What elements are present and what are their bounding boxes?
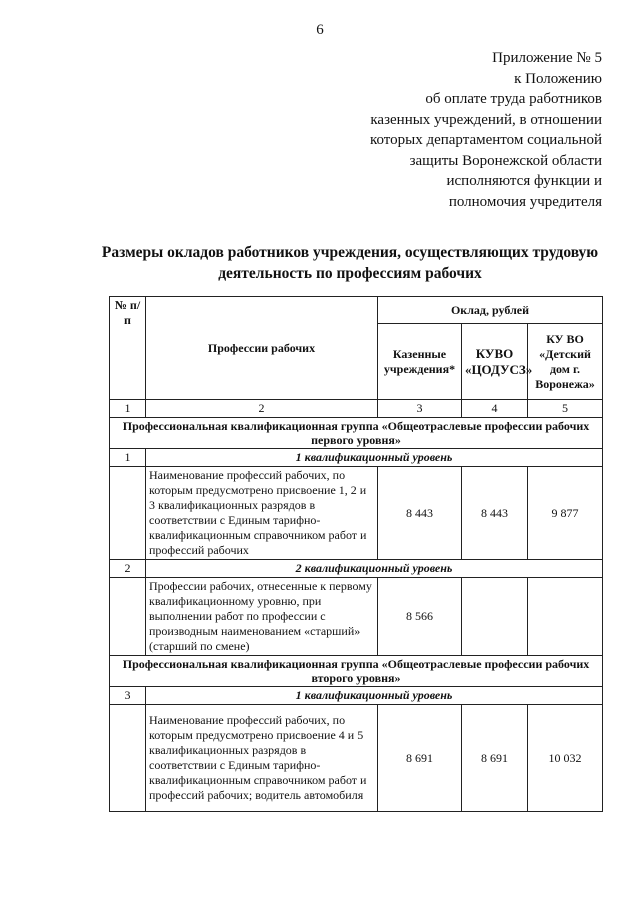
col-number: 3 xyxy=(378,400,462,418)
empty-cell xyxy=(110,578,146,656)
salary-kuvo-cell: 8 691 xyxy=(462,705,528,812)
table-row xyxy=(110,578,603,656)
title-line-2: деятельность по профессиям рабочих xyxy=(218,265,482,282)
col-number: 5 xyxy=(528,400,603,418)
col-number: 2 xyxy=(146,400,378,418)
appendix-line: Приложение № 5 xyxy=(492,50,602,66)
profession-cell: Наименование профессий рабочих, по которым предусмотрено присвоение 1, 2 и 3 квалификационных разрядов в соответствии с Единым тарифно-квалификационным справочником работ и профессий рабочих xyxy=(146,467,378,560)
appendix-block xyxy=(370,48,602,212)
group-header: Профессиональная квалификационная группа «Общеотраслевые профессии рабочих первого уровня» xyxy=(110,418,603,449)
profession-cell: Наименование профессий рабочих, по которым предусмотрено присвоение 4 и 5 квалификационных разрядов в соответствии с Единым тарифно-квалификационным справочником работ и профессий рабочих; водитель автомобиля xyxy=(146,705,378,812)
header-kaz: Казенные учреждения* xyxy=(378,324,462,400)
qualification-level: 1 квалификационный уровень xyxy=(146,449,603,467)
salary-kuvo-cell: 8 443 xyxy=(462,467,528,560)
appendix-line: казенных учреждений, в отношении xyxy=(370,111,602,128)
appendix-line: защиты Воронежской области xyxy=(409,152,602,169)
table-row xyxy=(110,467,603,560)
appendix-line: полномочия учредителя xyxy=(448,193,602,210)
header-salary: Оклад, рублей xyxy=(378,297,603,324)
appendix-line: которых департаментом социальной xyxy=(369,132,602,148)
table-row xyxy=(110,705,603,812)
col-number: 4 xyxy=(462,400,528,418)
title-line-1: Размеры окладов работников учреждения, осуществляющих трудовую xyxy=(101,244,599,261)
appendix-line: об оплате труда работников xyxy=(425,91,602,107)
document-title xyxy=(100,242,600,284)
row-number: 2 xyxy=(110,560,146,578)
empty-cell xyxy=(110,705,146,812)
appendix-line: исполняются функции и xyxy=(446,173,602,189)
salary-kaz-cell: 8 443 xyxy=(378,467,462,560)
qualification-level: 1 квалификационный уровень xyxy=(146,687,603,705)
appendix-line: к Положению xyxy=(514,70,602,87)
header-profession: Профессии рабочих xyxy=(146,297,378,400)
group-header: Профессиональная квалификационная группа «Общеотраслевые профессии рабочих второго уровня» xyxy=(110,656,603,687)
col-number: 1 xyxy=(110,400,146,418)
header-no: № п/п xyxy=(110,297,146,400)
column-number-row xyxy=(110,400,603,418)
salary-kaz-cell: 8 691 xyxy=(378,705,462,812)
salary-table xyxy=(109,296,603,812)
header-kuvo2: КУ ВО «Детский дом г. Воронежа» xyxy=(528,324,603,400)
profession-cell: Профессии рабочих, отнесенные к первому квалификационному уровню, при выполнении работ по профессии с производным наименованием «старший» (старший по смене) xyxy=(146,578,378,656)
salary-kuvo-cell xyxy=(462,578,528,656)
salary-kuvo2-cell: 9 877 xyxy=(528,467,603,560)
salary-kaz-cell: 8 566 xyxy=(378,578,462,656)
salary-kuvo2-cell: 10 032 xyxy=(528,705,603,812)
empty-cell xyxy=(110,467,146,560)
salary-kuvo2-cell xyxy=(528,578,603,656)
row-number: 1 xyxy=(110,449,146,467)
header-kuvo: КУВО «ЦОДУСЗ» xyxy=(462,324,528,400)
page-number: 6 xyxy=(316,22,324,38)
row-number: 3 xyxy=(110,687,146,705)
qualification-level: 2 квалификационный уровень xyxy=(146,560,603,578)
